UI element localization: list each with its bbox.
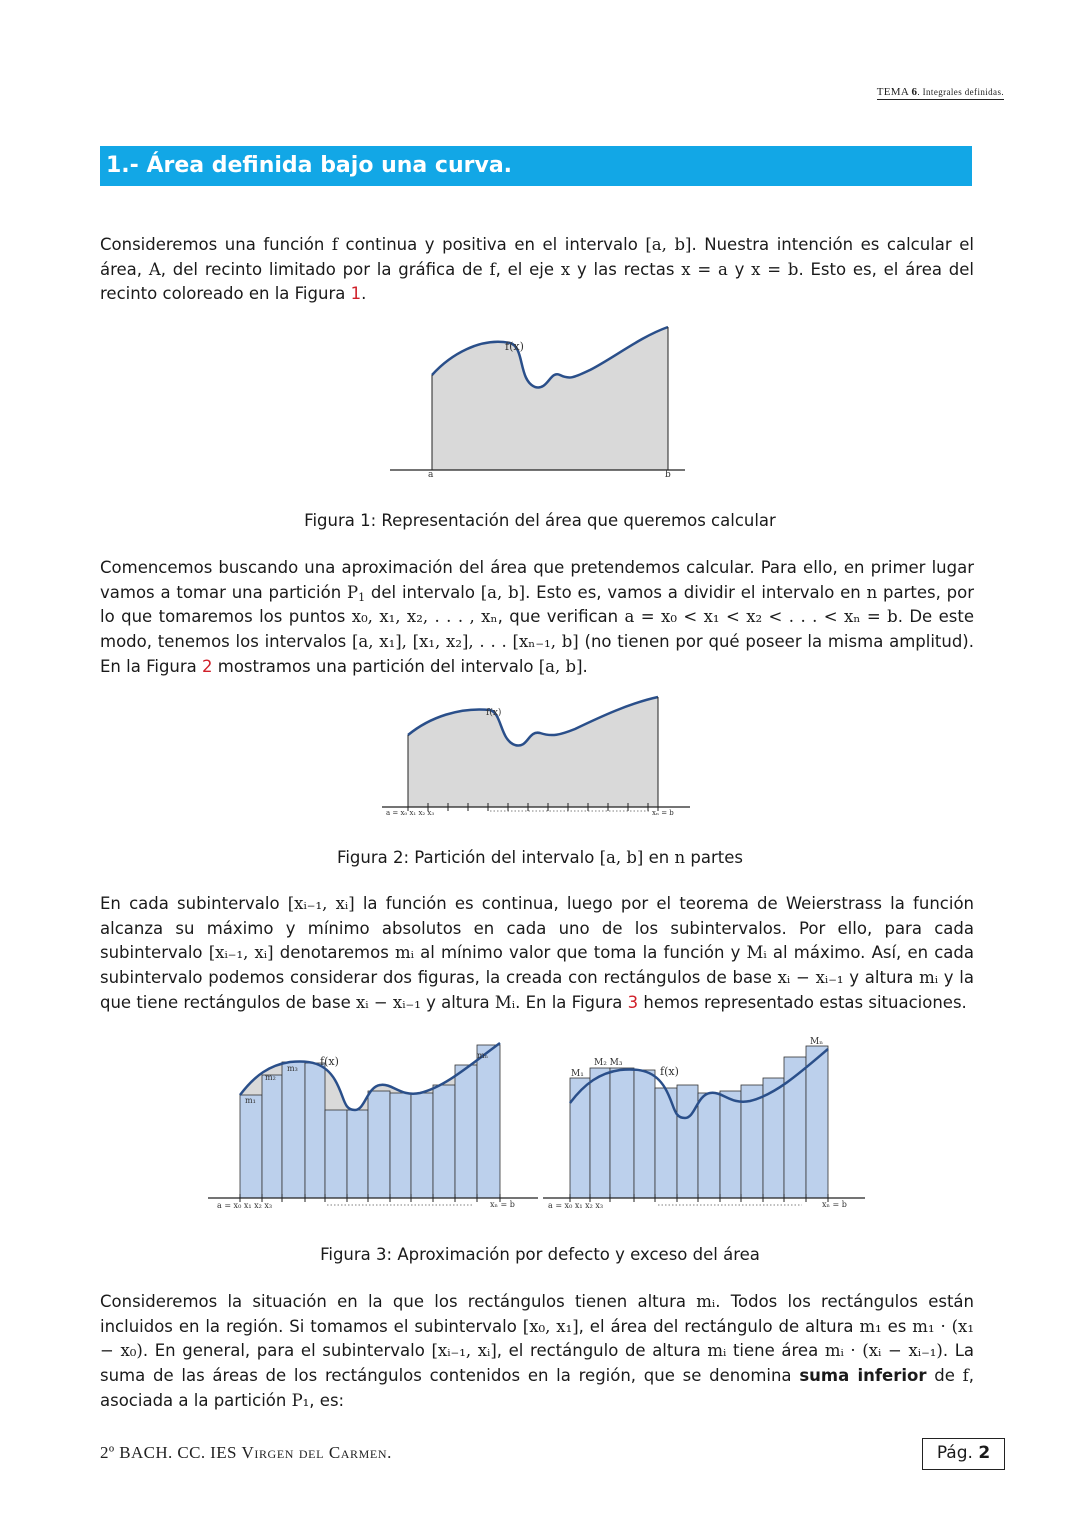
label-mn: mₙ bbox=[477, 1051, 489, 1060]
page-number-box: Pág. 2 bbox=[922, 1438, 1005, 1470]
rectangle bbox=[262, 1075, 282, 1198]
label-fx: f(x) bbox=[660, 1065, 679, 1078]
label-m3: m₃ bbox=[287, 1064, 298, 1073]
footer-course: 2º BACH. CC. IES Virgen del Carmen. bbox=[100, 1443, 392, 1462]
header-tema-prefix: TEMA bbox=[876, 86, 912, 98]
rectangle bbox=[634, 1070, 655, 1198]
label-M1: M₁ bbox=[571, 1069, 584, 1079]
section-title-bar bbox=[100, 146, 972, 186]
figure-3-caption: Figura 3: Aproximación por defecto y exceso del área bbox=[320, 1245, 760, 1264]
label-a: a bbox=[428, 470, 434, 480]
rectangle bbox=[282, 1062, 305, 1198]
rectangle bbox=[305, 1063, 325, 1198]
figure-2-caption: Figura 2: Partición del intervalo [a, b] en n partes bbox=[337, 848, 743, 867]
label-right: xₙ = b bbox=[822, 1200, 847, 1209]
label-fx: f(x) bbox=[505, 340, 524, 353]
label-fx: f(x) bbox=[320, 1055, 339, 1068]
rectangle bbox=[347, 1110, 368, 1198]
figure-1 bbox=[390, 325, 690, 485]
label-left: a = x₀ x₁ x₂ x₃ bbox=[386, 809, 435, 817]
paragraph-1: Consideremos una función f continua y positiva en el intervalo [a, b]. Nuestra intención es calcular el área, A, del recinto limitado por la gráfica de f, el eje x y las rectas x = a y x = b. Esto es, el área del recinto coloreado en la Figura 1. bbox=[100, 235, 974, 304]
section-title: 1.- Área definida bajo una curva. bbox=[106, 153, 513, 178]
label-right: xₙ = b bbox=[490, 1200, 515, 1209]
rectangle bbox=[325, 1110, 347, 1198]
rectangle bbox=[411, 1093, 433, 1198]
label-left: a = x₀ x₁ x₂ x₃ bbox=[548, 1201, 604, 1210]
rectangle bbox=[720, 1091, 741, 1198]
figure-3-upper-sum bbox=[540, 1035, 870, 1220]
label-Mn: Mₙ bbox=[810, 1037, 824, 1047]
label-fx: f(x) bbox=[486, 708, 502, 718]
rectangle bbox=[677, 1085, 698, 1198]
rectangle bbox=[390, 1093, 411, 1198]
paragraph-2: Comencemos buscando una aproximación del área que pretendemos calcular. Para ello, en primer lugar vamos a tomar una partición $P_1$ del intervalo [a, b]. Esto es, vamos a dividir el intervalo en n partes, por lo que tomaremos los puntos x₀, x₁, x₂, . . . , xₙ, que verifican a = x₀ < x₁ < x₂ < . . . < xₙ = b. De este modo, tenemos los intervalos [a, x₁], [x₁, x₂], . . . [xₙ₋₁, b] (no tienen por qué poseer la misma amplitud). En la Figura 2 mostramos una partición del intervalo [a, b]. bbox=[100, 558, 975, 676]
paragraph-4: Consideremos la situación en la que los rectángulos tienen altura mᵢ. Todos los rectángulos están incluidos en la región. Si tomamos el subintervalo [x₀, x₁], el área del rectángulo de altura m₁ es m₁ · (x₁ − x₀). En general, para el subintervalo [xᵢ₋₁, xᵢ], el rectángulo de altura mᵢ tiene área mᵢ · (xᵢ − xᵢ₋₁). La suma de las áreas de los rectángulos contenidos en la región, que se denomina suma inferior de f, asociada a la partición P₁, es: bbox=[100, 1292, 975, 1410]
rectangle bbox=[455, 1065, 477, 1198]
rectangle bbox=[806, 1046, 828, 1198]
figure-2-link[interactable]: 2 bbox=[202, 656, 213, 676]
label-M2M3: M₂ M₃ bbox=[594, 1058, 623, 1068]
header-tema-num: 6 bbox=[911, 86, 918, 98]
figure-1-caption: Figura 1: Representación del área que queremos calcular bbox=[304, 511, 776, 530]
rectangle bbox=[240, 1095, 262, 1198]
label-left: a = x₀ x₁ x₂ x₃ bbox=[217, 1201, 273, 1210]
rectangle bbox=[698, 1093, 720, 1198]
figure-3-link[interactable]: 3 bbox=[627, 992, 639, 1012]
figure-3-lower-sum bbox=[205, 1035, 540, 1220]
label-right: xₙ = b bbox=[652, 809, 674, 817]
figure-2 bbox=[380, 695, 695, 820]
label-b: b bbox=[665, 470, 671, 480]
rectangle bbox=[570, 1078, 590, 1198]
paragraph-3: En cada subintervalo [xᵢ₋₁, xᵢ] la función es continua, luego por el teorema de Weierstrass la función alcanza su máximo y mínimo absolutos en cada uno de los subintervalos. Por ello, para cada subintervalo [xᵢ₋₁, xᵢ] denotaremos mᵢ al mínimo valor que toma la función y Mᵢ al máximo. Así, en cada subintervalo podemos considerar dos figuras, la creada con rectángulos de base xᵢ − xᵢ₋₁ y altura mᵢ y la que tiene rectángulos de base xᵢ − xᵢ₋₁ y altura Mᵢ. En la Figura 3 hemos representado estas situaciones. bbox=[100, 894, 974, 1012]
rectangle bbox=[368, 1091, 390, 1198]
rectangle bbox=[610, 1068, 634, 1198]
figure-1-link[interactable]: 1 bbox=[350, 284, 362, 304]
upper-rectangles bbox=[570, 1046, 828, 1198]
header-tema-title: . Integrales definidas. bbox=[917, 87, 1004, 97]
rectangle bbox=[784, 1057, 806, 1198]
running-header bbox=[877, 86, 1004, 100]
rectangle bbox=[590, 1068, 610, 1198]
rectangle bbox=[477, 1045, 500, 1198]
label-m2: m₂ bbox=[265, 1073, 276, 1082]
label-m1: m₁ bbox=[245, 1096, 256, 1105]
rectangle bbox=[433, 1085, 455, 1198]
